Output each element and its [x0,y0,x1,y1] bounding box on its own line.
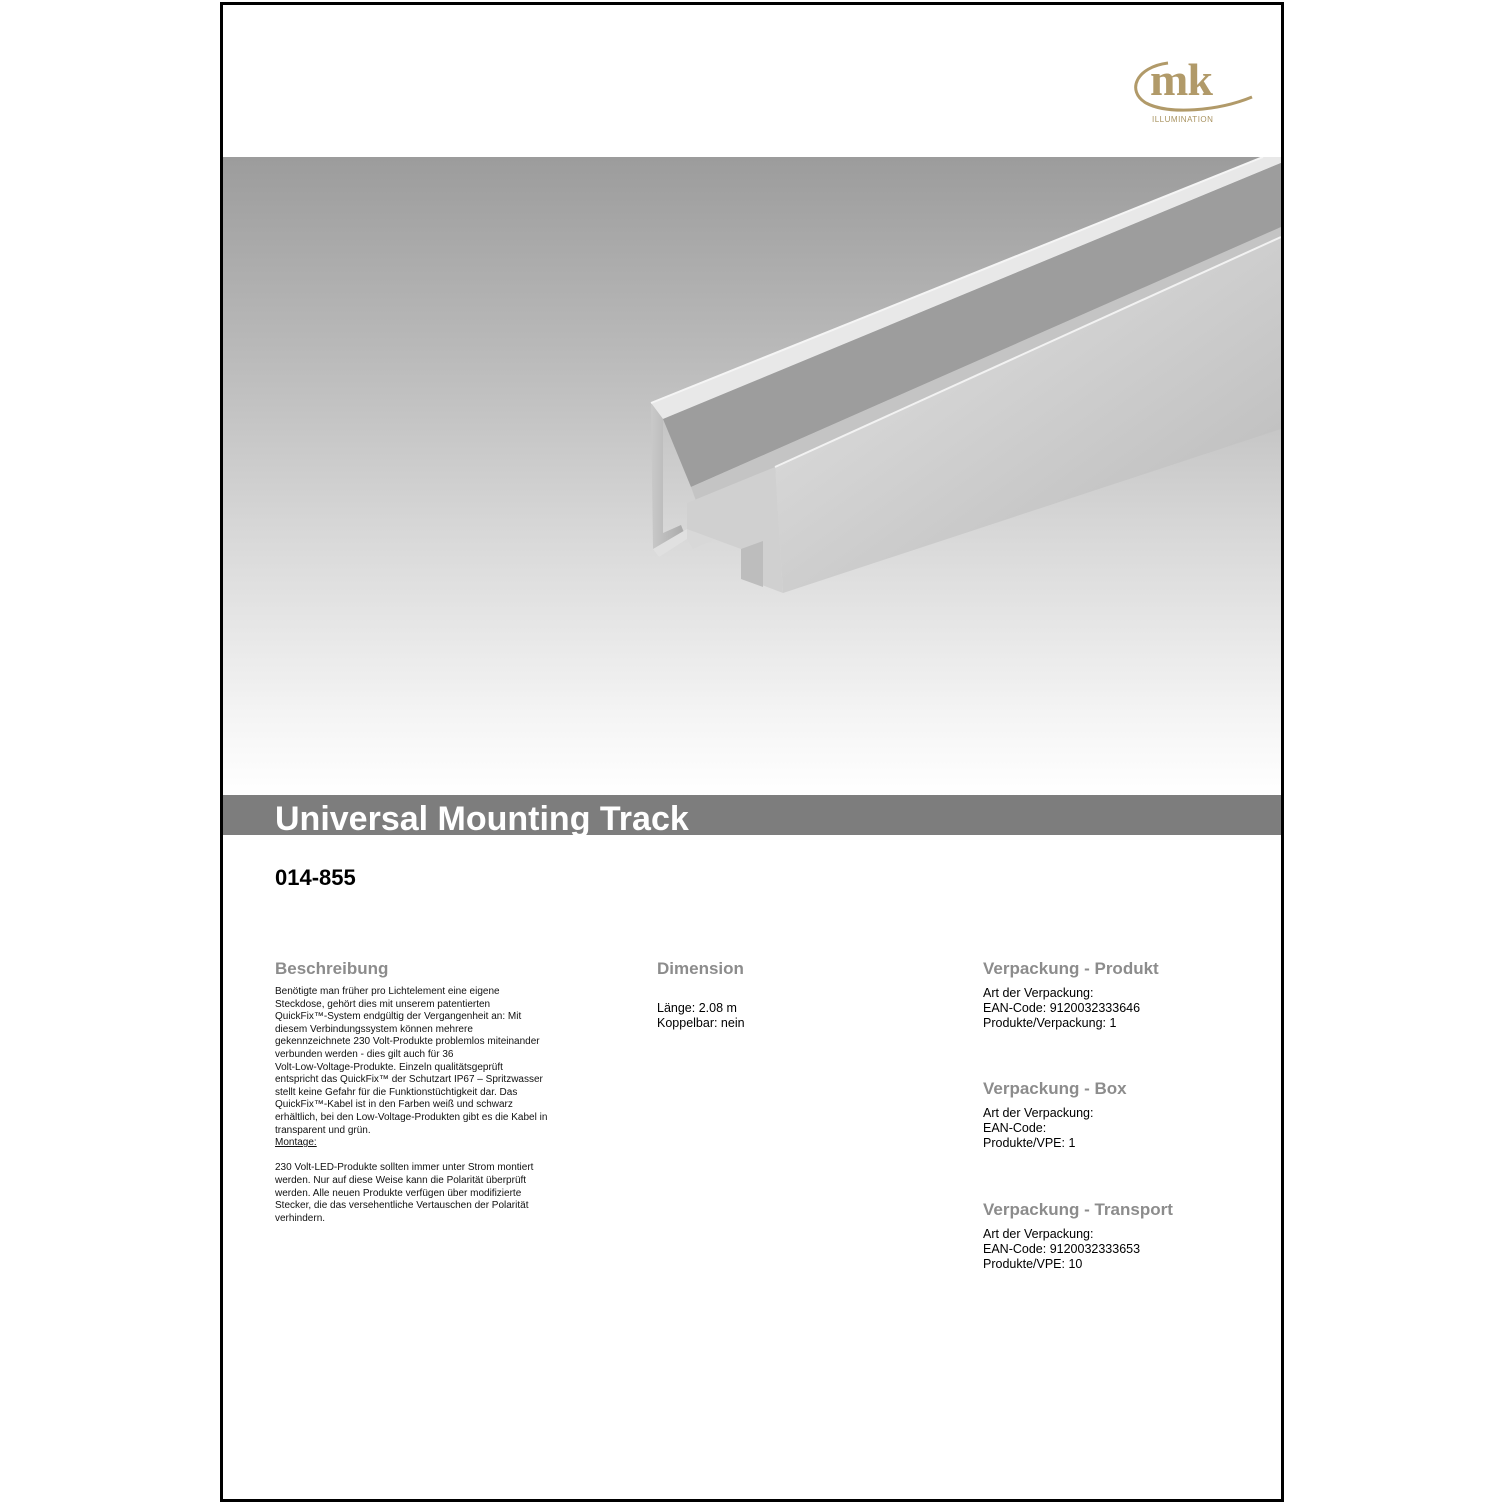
dimension-values [657,1001,745,1031]
pack-product-heading: Verpackung - Produkt [983,959,1159,978]
description-line: Volt-Low-Voltage-Produkte. Einzeln qualitätsgeprüft [275,1061,503,1073]
units-per-pack: Produkte/Verpackung: 1 [983,1016,1117,1030]
pack-type: Art der Verpackung: [983,1106,1094,1120]
units-per-pack: Produkte/VPE: 1 [983,1136,1076,1150]
ean-code: EAN-Code: [983,1121,1047,1135]
pack-type: Art der Verpackung: [983,1227,1094,1241]
description-line: gekennzeichnete 230 Volt-Produkte problemlos miteinander [275,1036,540,1048]
mk-logo [1128,47,1258,129]
description-line: diesem Verbindungssystem können mehrere [275,1023,473,1035]
logo-brand: mk [1150,54,1212,105]
aluminium-track-photo [223,157,1281,797]
ean-code: EAN-Code: 9120032333646 [983,1001,1141,1015]
description-line: QuickFix™-System endgültig der Vergangenheit an: Mit [275,1011,522,1023]
description-line: QuickFix™-Kabel ist in den Farben weiß und schwarz [275,1099,513,1111]
pack-type: Art der Verpackung: [983,986,1094,1000]
product-title: Universal Mounting Track [275,800,689,838]
description-heading: Beschreibung [275,959,389,978]
description-line: Benötigte man früher pro Lichtelement eine eigene [275,986,500,997]
ean-code: EAN-Code: 9120032333653 [983,1242,1141,1256]
description-line: stellt keine Gefahr für die Funktionstüchtigkeit dar. Das [275,1086,518,1098]
montage-line: Stecker, die das versehentliche Vertauschen der Polarität [275,1200,529,1212]
montage-line: 230 Volt-LED-Produkte sollten immer unter Strom montiert [275,1162,534,1174]
description-line: erhältlich, bei den Low-Voltage-Produkten gibt es die Kabel in [275,1111,548,1123]
description-text [275,986,575,1225]
montage-line: werden. Alle neuen Produkte verfügen über modifizierte [275,1187,522,1199]
pack-transport-values [983,1227,1140,1272]
length-value: Länge: 2.08 m [657,1001,737,1015]
montage-line: werden. Nur auf diese Weise kann die Polarität überprüft [275,1174,527,1186]
logo-subtitle: ILLUMINATION [1152,115,1214,124]
product-sheet [220,2,1284,1502]
product-code: 014-855 [275,865,356,890]
pack-box-heading: Verpackung - Box [983,1079,1127,1098]
montage-line: verhindern. [275,1212,326,1224]
dimension-heading: Dimension [657,959,744,978]
description-line: Steckdose, gehört dies mit unserem patentierten [275,998,491,1010]
units-per-pack: Produkte/VPE: 10 [983,1257,1083,1271]
spacer [275,1150,575,1163]
montage-label: Montage: [275,1137,317,1149]
description-line: verbunden werden - dies gilt auch für 36 [275,1048,454,1060]
description-line: transparent und grün. [275,1124,371,1136]
pack-box-values [983,1106,1093,1151]
couplable-value: Koppelbar: nein [657,1016,745,1030]
track-profile-drawing [223,157,1281,797]
pack-product-values [983,986,1140,1031]
pack-transport-heading: Verpackung - Transport [983,1200,1173,1219]
description-line: entspricht das QuickFix™ der Schutzart IP67 – Spritzwasser [275,1074,543,1086]
